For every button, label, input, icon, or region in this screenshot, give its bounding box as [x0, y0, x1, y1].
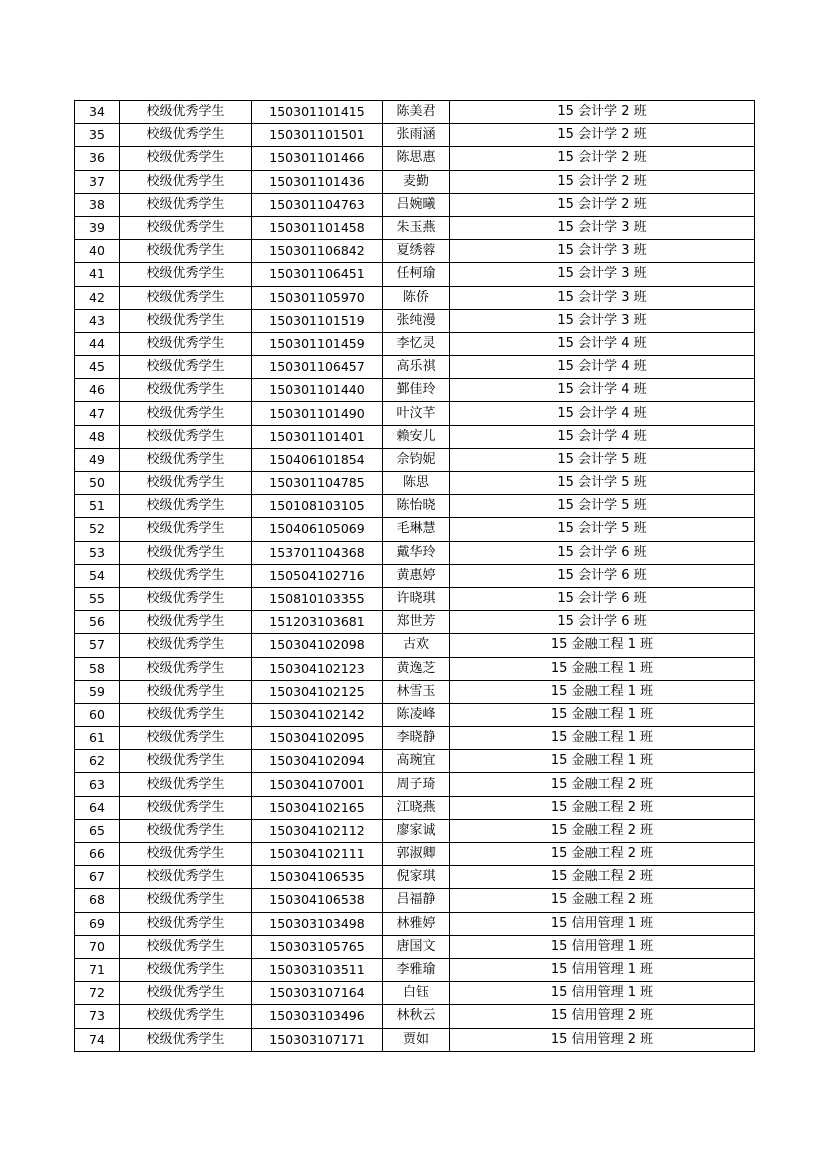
- award-title-cell: 校级优秀学生: [120, 680, 252, 703]
- student-id-cell: 150301101415: [252, 101, 383, 124]
- class-name-cell: 15 金融工程 2 班: [450, 866, 755, 889]
- class-name-cell: 15 会计学 5 班: [450, 472, 755, 495]
- table-row: [75, 819, 755, 842]
- award-title-cell: 校级优秀学生: [120, 332, 252, 355]
- class-name-cell: 15 信用管理 1 班: [450, 958, 755, 981]
- row-number-cell: 38: [75, 193, 120, 216]
- award-title-cell: 校级优秀学生: [120, 124, 252, 147]
- student-name-cell: 任柯瑜: [383, 263, 450, 286]
- student-id-cell: 150301104763: [252, 193, 383, 216]
- class-name-cell: 15 会计学 5 班: [450, 448, 755, 471]
- student-name-cell: 林秋云: [383, 1005, 450, 1028]
- student-name-cell: 叶汶芊: [383, 402, 450, 425]
- award-title-cell: 校级优秀学生: [120, 657, 252, 680]
- table-row: [75, 448, 755, 471]
- class-name-cell: 15 会计学 4 班: [450, 356, 755, 379]
- student-name-cell: 吕福静: [383, 889, 450, 912]
- table-row: [75, 332, 755, 355]
- row-number-cell: 62: [75, 750, 120, 773]
- student-id-cell: 150301105970: [252, 286, 383, 309]
- award-title-cell: 校级优秀学生: [120, 796, 252, 819]
- student-name-cell: 郭淑卿: [383, 843, 450, 866]
- student-id-cell: 150301101458: [252, 216, 383, 239]
- class-name-cell: 15 金融工程 2 班: [450, 773, 755, 796]
- student-name-cell: 倪家琪: [383, 866, 450, 889]
- student-name-cell: 周子琦: [383, 773, 450, 796]
- student-name-cell: 唐国文: [383, 935, 450, 958]
- class-name-cell: 15 信用管理 2 班: [450, 1028, 755, 1051]
- class-name-cell: 15 会计学 2 班: [450, 170, 755, 193]
- student-name-cell: 吕婉曦: [383, 193, 450, 216]
- award-title-cell: 校级优秀学生: [120, 101, 252, 124]
- row-number-cell: 48: [75, 425, 120, 448]
- award-title-cell: 校级优秀学生: [120, 912, 252, 935]
- student-name-cell: 佘钧妮: [383, 448, 450, 471]
- class-name-cell: 15 会计学 6 班: [450, 541, 755, 564]
- table-row: [75, 309, 755, 332]
- student-id-cell: 150301101519: [252, 309, 383, 332]
- table-row: [75, 680, 755, 703]
- student-id-cell: 150304102094: [252, 750, 383, 773]
- class-name-cell: 15 会计学 4 班: [450, 402, 755, 425]
- row-number-cell: 52: [75, 518, 120, 541]
- award-title-cell: 校级优秀学生: [120, 541, 252, 564]
- table-row: [75, 634, 755, 657]
- table-row: [75, 472, 755, 495]
- award-title-cell: 校级优秀学生: [120, 819, 252, 842]
- student-name-cell: 郑世芳: [383, 611, 450, 634]
- student-name-cell: 陈凌峰: [383, 703, 450, 726]
- class-name-cell: 15 金融工程 1 班: [450, 727, 755, 750]
- row-number-cell: 57: [75, 634, 120, 657]
- award-title-cell: 校级优秀学生: [120, 634, 252, 657]
- class-name-cell: 15 会计学 3 班: [450, 240, 755, 263]
- student-id-cell: 150301101401: [252, 425, 383, 448]
- table-row: [75, 240, 755, 263]
- table-row: [75, 425, 755, 448]
- row-number-cell: 51: [75, 495, 120, 518]
- row-number-cell: 72: [75, 982, 120, 1005]
- class-name-cell: 15 金融工程 2 班: [450, 796, 755, 819]
- award-title-cell: 校级优秀学生: [120, 750, 252, 773]
- table-row: [75, 773, 755, 796]
- table-row: [75, 356, 755, 379]
- row-number-cell: 61: [75, 727, 120, 750]
- student-id-cell: 150304102111: [252, 843, 383, 866]
- class-name-cell: 15 金融工程 1 班: [450, 703, 755, 726]
- table-row: [75, 587, 755, 610]
- table-row: [75, 866, 755, 889]
- student-id-cell: 150301101490: [252, 402, 383, 425]
- student-id-cell: 150304102165: [252, 796, 383, 819]
- award-title-cell: 校级优秀学生: [120, 147, 252, 170]
- class-name-cell: 15 会计学 2 班: [450, 124, 755, 147]
- student-name-cell: 高乐祺: [383, 356, 450, 379]
- student-name-cell: 张纯漫: [383, 309, 450, 332]
- student-name-cell: 陈侨: [383, 286, 450, 309]
- student-id-cell: 150301106842: [252, 240, 383, 263]
- table-row: [75, 727, 755, 750]
- award-title-cell: 校级优秀学生: [120, 773, 252, 796]
- class-name-cell: 15 金融工程 2 班: [450, 819, 755, 842]
- class-name-cell: 15 金融工程 1 班: [450, 750, 755, 773]
- student-name-cell: 贾如: [383, 1028, 450, 1051]
- student-id-cell: 150304102112: [252, 819, 383, 842]
- table-row: [75, 1028, 755, 1051]
- class-name-cell: 15 会计学 2 班: [450, 101, 755, 124]
- class-name-cell: 15 金融工程 1 班: [450, 634, 755, 657]
- award-title-cell: 校级优秀学生: [120, 703, 252, 726]
- award-title-cell: 校级优秀学生: [120, 286, 252, 309]
- row-number-cell: 70: [75, 935, 120, 958]
- student-name-cell: 陈怡晓: [383, 495, 450, 518]
- award-title-cell: 校级优秀学生: [120, 356, 252, 379]
- award-title-cell: 校级优秀学生: [120, 309, 252, 332]
- student-id-cell: 150108103105: [252, 495, 383, 518]
- student-id-cell: 150303107171: [252, 1028, 383, 1051]
- row-number-cell: 49: [75, 448, 120, 471]
- row-number-cell: 37: [75, 170, 120, 193]
- class-name-cell: 15 会计学 6 班: [450, 564, 755, 587]
- row-number-cell: 71: [75, 958, 120, 981]
- table-row: [75, 402, 755, 425]
- row-number-cell: 46: [75, 379, 120, 402]
- student-name-cell: 高琬宜: [383, 750, 450, 773]
- row-number-cell: 60: [75, 703, 120, 726]
- class-name-cell: 15 会计学 3 班: [450, 309, 755, 332]
- row-number-cell: 45: [75, 356, 120, 379]
- row-number-cell: 67: [75, 866, 120, 889]
- table-row: [75, 796, 755, 819]
- award-title-cell: 校级优秀学生: [120, 425, 252, 448]
- row-number-cell: 66: [75, 843, 120, 866]
- class-name-cell: 15 会计学 6 班: [450, 611, 755, 634]
- student-name-cell: 廖家诚: [383, 819, 450, 842]
- award-title-cell: 校级优秀学生: [120, 263, 252, 286]
- table-row: [75, 750, 755, 773]
- class-name-cell: 15 会计学 4 班: [450, 425, 755, 448]
- row-number-cell: 58: [75, 657, 120, 680]
- table-row: [75, 101, 755, 124]
- student-id-cell: 150301101459: [252, 332, 383, 355]
- student-id-cell: 150303103498: [252, 912, 383, 935]
- award-title-cell: 校级优秀学生: [120, 982, 252, 1005]
- student-name-cell: 麦勤: [383, 170, 450, 193]
- student-name-cell: 陈美君: [383, 101, 450, 124]
- student-name-cell: 李雅瑜: [383, 958, 450, 981]
- class-name-cell: 15 金融工程 2 班: [450, 889, 755, 912]
- class-name-cell: 15 会计学 5 班: [450, 518, 755, 541]
- student-id-cell: 150304102098: [252, 634, 383, 657]
- table-row: [75, 541, 755, 564]
- award-title-cell: 校级优秀学生: [120, 611, 252, 634]
- row-number-cell: 42: [75, 286, 120, 309]
- row-number-cell: 50: [75, 472, 120, 495]
- student-name-cell: 夏绣蓉: [383, 240, 450, 263]
- student-id-cell: 150301101466: [252, 147, 383, 170]
- table-row: [75, 889, 755, 912]
- class-name-cell: 15 会计学 5 班: [450, 495, 755, 518]
- class-name-cell: 15 会计学 3 班: [450, 216, 755, 239]
- award-title-cell: 校级优秀学生: [120, 193, 252, 216]
- row-number-cell: 64: [75, 796, 120, 819]
- table-row: [75, 982, 755, 1005]
- roster-body: [75, 101, 755, 1052]
- student-name-cell: 赖安儿: [383, 425, 450, 448]
- table-row: [75, 1005, 755, 1028]
- student-name-cell: 许晓琪: [383, 587, 450, 610]
- class-name-cell: 15 金融工程 1 班: [450, 657, 755, 680]
- row-number-cell: 59: [75, 680, 120, 703]
- student-id-cell: 150303107164: [252, 982, 383, 1005]
- row-number-cell: 69: [75, 912, 120, 935]
- award-title-cell: 校级优秀学生: [120, 587, 252, 610]
- award-title-cell: 校级优秀学生: [120, 379, 252, 402]
- row-number-cell: 54: [75, 564, 120, 587]
- award-title-cell: 校级优秀学生: [120, 448, 252, 471]
- student-id-cell: 150301101436: [252, 170, 383, 193]
- table-row: [75, 193, 755, 216]
- student-name-cell: 林雪玉: [383, 680, 450, 703]
- student-id-cell: 150304107001: [252, 773, 383, 796]
- table-row: [75, 843, 755, 866]
- table-row: [75, 958, 755, 981]
- award-title-cell: 校级优秀学生: [120, 518, 252, 541]
- row-number-cell: 43: [75, 309, 120, 332]
- award-title-cell: 校级优秀学生: [120, 889, 252, 912]
- class-name-cell: 15 会计学 3 班: [450, 286, 755, 309]
- table-row: [75, 657, 755, 680]
- student-id-cell: 150301106451: [252, 263, 383, 286]
- row-number-cell: 65: [75, 819, 120, 842]
- row-number-cell: 36: [75, 147, 120, 170]
- award-title-cell: 校级优秀学生: [120, 1028, 252, 1051]
- student-name-cell: 李忆灵: [383, 332, 450, 355]
- student-name-cell: 戴华玲: [383, 541, 450, 564]
- class-name-cell: 15 金融工程 1 班: [450, 680, 755, 703]
- student-id-cell: 150301101440: [252, 379, 383, 402]
- table-row: [75, 564, 755, 587]
- student-id-cell: 150304102125: [252, 680, 383, 703]
- table-row: [75, 703, 755, 726]
- student-id-cell: 150304106535: [252, 866, 383, 889]
- award-title-cell: 校级优秀学生: [120, 495, 252, 518]
- student-name-cell: 朱玉燕: [383, 216, 450, 239]
- award-title-cell: 校级优秀学生: [120, 170, 252, 193]
- student-id-cell: 150301101501: [252, 124, 383, 147]
- student-id-cell: 150303103511: [252, 958, 383, 981]
- student-name-cell: 张雨涵: [383, 124, 450, 147]
- class-name-cell: 15 会计学 2 班: [450, 193, 755, 216]
- student-name-cell: 鄞佳玲: [383, 379, 450, 402]
- student-name-cell: 林雅婷: [383, 912, 450, 935]
- student-id-cell: 150810103355: [252, 587, 383, 610]
- student-name-cell: 李晓静: [383, 727, 450, 750]
- row-number-cell: 56: [75, 611, 120, 634]
- class-name-cell: 15 信用管理 1 班: [450, 982, 755, 1005]
- student-name-cell: 黄惠婷: [383, 564, 450, 587]
- student-name-cell: 黄逸芝: [383, 657, 450, 680]
- table-row: [75, 912, 755, 935]
- row-number-cell: 39: [75, 216, 120, 239]
- table-row: [75, 286, 755, 309]
- student-name-cell: 陈思: [383, 472, 450, 495]
- student-id-cell: 150301104785: [252, 472, 383, 495]
- row-number-cell: 47: [75, 402, 120, 425]
- class-name-cell: 15 会计学 4 班: [450, 332, 755, 355]
- student-id-cell: 150301106457: [252, 356, 383, 379]
- award-title-cell: 校级优秀学生: [120, 843, 252, 866]
- student-roster-table: [74, 100, 755, 1052]
- student-id-cell: 153701104368: [252, 541, 383, 564]
- student-name-cell: 白钰: [383, 982, 450, 1005]
- student-name-cell: 江晓燕: [383, 796, 450, 819]
- row-number-cell: 63: [75, 773, 120, 796]
- class-name-cell: 15 会计学 3 班: [450, 263, 755, 286]
- award-title-cell: 校级优秀学生: [120, 402, 252, 425]
- student-name-cell: 陈思惠: [383, 147, 450, 170]
- student-id-cell: 150303105765: [252, 935, 383, 958]
- award-title-cell: 校级优秀学生: [120, 935, 252, 958]
- student-id-cell: 150304102095: [252, 727, 383, 750]
- row-number-cell: 55: [75, 587, 120, 610]
- row-number-cell: 40: [75, 240, 120, 263]
- student-name-cell: 古欢: [383, 634, 450, 657]
- award-title-cell: 校级优秀学生: [120, 1005, 252, 1028]
- award-title-cell: 校级优秀学生: [120, 958, 252, 981]
- student-id-cell: 150304102123: [252, 657, 383, 680]
- student-name-cell: 毛琳慧: [383, 518, 450, 541]
- table-row: [75, 611, 755, 634]
- award-title-cell: 校级优秀学生: [120, 240, 252, 263]
- table-row: [75, 518, 755, 541]
- table-row: [75, 379, 755, 402]
- row-number-cell: 41: [75, 263, 120, 286]
- student-id-cell: 150504102716: [252, 564, 383, 587]
- class-name-cell: 15 金融工程 2 班: [450, 843, 755, 866]
- table-row: [75, 216, 755, 239]
- table-row: [75, 495, 755, 518]
- student-id-cell: 151203103681: [252, 611, 383, 634]
- student-id-cell: 150304106538: [252, 889, 383, 912]
- award-title-cell: 校级优秀学生: [120, 216, 252, 239]
- class-name-cell: 15 信用管理 1 班: [450, 935, 755, 958]
- table-row: [75, 263, 755, 286]
- student-id-cell: 150406101854: [252, 448, 383, 471]
- class-name-cell: 15 会计学 2 班: [450, 147, 755, 170]
- class-name-cell: 15 信用管理 1 班: [450, 912, 755, 935]
- row-number-cell: 35: [75, 124, 120, 147]
- row-number-cell: 34: [75, 101, 120, 124]
- award-title-cell: 校级优秀学生: [120, 472, 252, 495]
- table-row: [75, 147, 755, 170]
- class-name-cell: 15 会计学 4 班: [450, 379, 755, 402]
- row-number-cell: 44: [75, 332, 120, 355]
- class-name-cell: 15 会计学 6 班: [450, 587, 755, 610]
- row-number-cell: 74: [75, 1028, 120, 1051]
- award-title-cell: 校级优秀学生: [120, 866, 252, 889]
- award-title-cell: 校级优秀学生: [120, 564, 252, 587]
- student-id-cell: 150303103496: [252, 1005, 383, 1028]
- student-id-cell: 150406105069: [252, 518, 383, 541]
- table-row: [75, 170, 755, 193]
- award-title-cell: 校级优秀学生: [120, 727, 252, 750]
- student-id-cell: 150304102142: [252, 703, 383, 726]
- row-number-cell: 68: [75, 889, 120, 912]
- row-number-cell: 53: [75, 541, 120, 564]
- class-name-cell: 15 信用管理 2 班: [450, 1005, 755, 1028]
- row-number-cell: 73: [75, 1005, 120, 1028]
- table-row: [75, 124, 755, 147]
- table-row: [75, 935, 755, 958]
